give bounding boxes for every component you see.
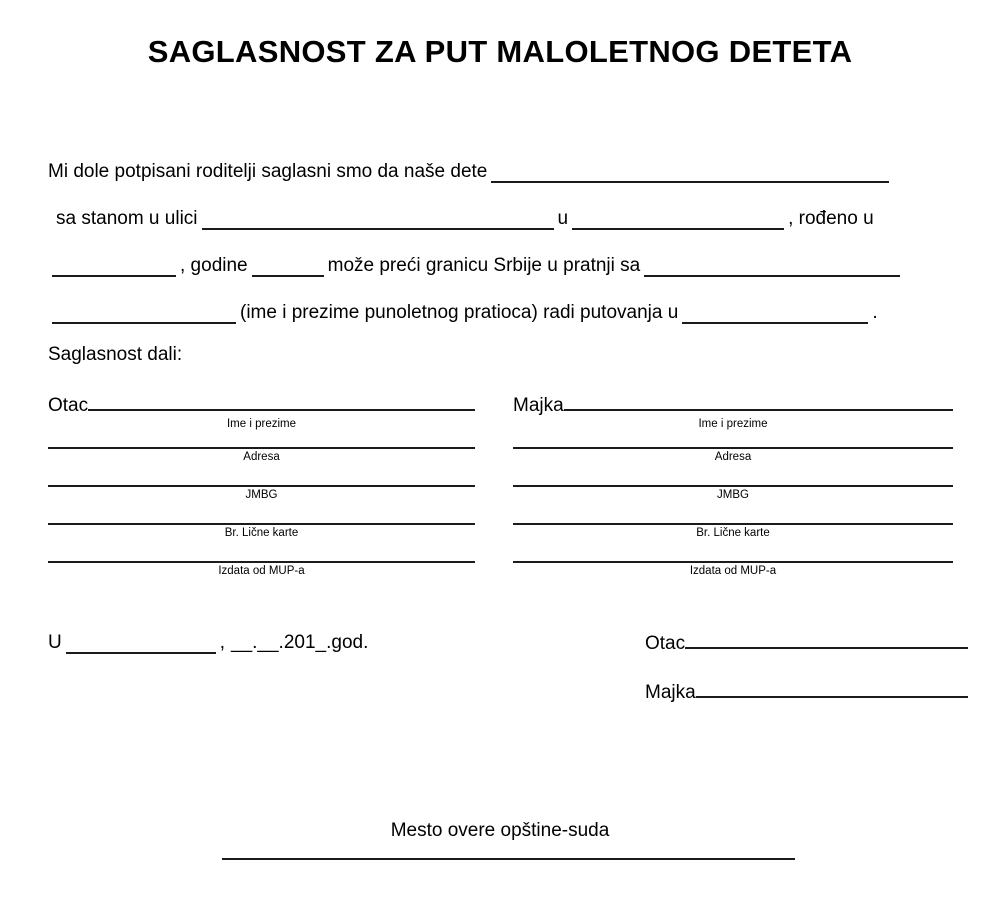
place-date-separator: ,	[219, 632, 226, 653]
border-crossing-text: može preći granicu Srbije u pratnji sa	[327, 255, 641, 276]
escort-blank[interactable]	[644, 259, 900, 277]
bottom-father-signature-blank[interactable]	[685, 630, 968, 649]
father-id-number-row	[48, 506, 475, 544]
born-in-label: , rođeno u	[788, 208, 874, 229]
mother-id-issuer-row	[513, 544, 953, 582]
father-id-number-caption: Br. Lične karte	[224, 527, 299, 539]
city-blank[interactable]	[572, 212, 784, 230]
mother-address-caption: Adresa	[714, 451, 752, 463]
statement-line-1	[48, 136, 954, 183]
mother-id-number-caption: Br. Lične karte	[696, 527, 770, 539]
signature-column-mother	[513, 392, 953, 582]
father-address-blank[interactable]	[48, 430, 475, 449]
statement-line-4	[48, 277, 954, 324]
mother-id-number-blank[interactable]	[513, 506, 953, 525]
father-name-row	[48, 392, 475, 430]
signature-column-father	[48, 392, 475, 582]
mother-role-label: Majka	[513, 395, 564, 416]
father-role-label: Otac	[48, 395, 89, 416]
father-address-caption: Adresa	[243, 451, 280, 463]
consent-statement	[48, 136, 954, 324]
mother-name-head	[513, 392, 953, 416]
child-name-blank[interactable]	[491, 165, 889, 183]
mother-name-blank[interactable]	[564, 392, 953, 411]
mother-address-blank[interactable]	[513, 430, 953, 449]
city-preposition: u	[557, 208, 569, 229]
bottom-mother-signature-row	[645, 679, 968, 728]
bottom-mother-label: Majka	[645, 682, 696, 703]
mother-id-issuer-blank[interactable]	[513, 544, 953, 563]
father-id-issuer-caption: Izdata od MUP-a	[218, 565, 305, 577]
destination-blank[interactable]	[682, 306, 868, 324]
mother-jmbg-caption: JMBG	[717, 489, 749, 501]
father-name-blank[interactable]	[88, 392, 475, 411]
escort-note-text: (ime i prezime punoletnog pratioca) radi putovanja u	[240, 302, 679, 323]
father-id-number-blank[interactable]	[48, 506, 475, 525]
statement-line-1-text: Mi dole potpisani roditelji saglasni smo da naše dete	[48, 161, 488, 182]
consent-given-by-label: Saglasnost dali:	[48, 344, 183, 365]
mother-id-number-row	[513, 506, 953, 544]
certification-blank[interactable]	[222, 858, 795, 860]
father-id-issuer-blank[interactable]	[48, 544, 475, 563]
father-name-caption: Ime i prezime	[226, 418, 297, 430]
mother-name-row	[513, 392, 953, 430]
bottom-mother-signature-blank[interactable]	[696, 679, 968, 698]
mother-address-row	[513, 430, 953, 468]
date-pattern-text: __.__.201_.god.	[231, 632, 369, 653]
father-address-row	[48, 430, 475, 468]
father-jmbg-row	[48, 468, 475, 506]
place-blank[interactable]	[66, 636, 216, 654]
mother-name-caption: Ime i prezime	[698, 418, 768, 430]
certification-place-label: Mesto overe opštine-suda	[390, 820, 610, 841]
birth-year-blank[interactable]	[252, 259, 324, 277]
place-and-date-line	[48, 632, 368, 654]
father-name-head	[48, 392, 475, 416]
bottom-father-signature-row	[645, 630, 968, 679]
street-label: sa stanom u ulici	[56, 208, 198, 229]
page-title: SAGLASNOST ZA PUT MALOLETNOG DETETA	[147, 34, 853, 69]
birth-place-blank[interactable]	[52, 259, 176, 277]
mother-jmbg-blank[interactable]	[513, 468, 953, 487]
mother-id-issuer-caption: Izdata od MUP-a	[689, 565, 777, 577]
bottom-father-label: Otac	[645, 633, 686, 654]
statement-line-3	[48, 230, 954, 277]
father-jmbg-caption: JMBG	[245, 489, 278, 501]
mother-jmbg-row	[513, 468, 953, 506]
bottom-signature-block	[645, 630, 968, 728]
father-jmbg-blank[interactable]	[48, 468, 475, 487]
statement-period: .	[872, 302, 878, 323]
place-prefix-label: U	[48, 632, 62, 653]
street-blank[interactable]	[202, 212, 554, 230]
father-id-issuer-row	[48, 544, 475, 582]
statement-line-2	[48, 183, 954, 230]
escort-name-blank[interactable]	[52, 306, 236, 324]
year-label: , godine	[180, 255, 248, 276]
